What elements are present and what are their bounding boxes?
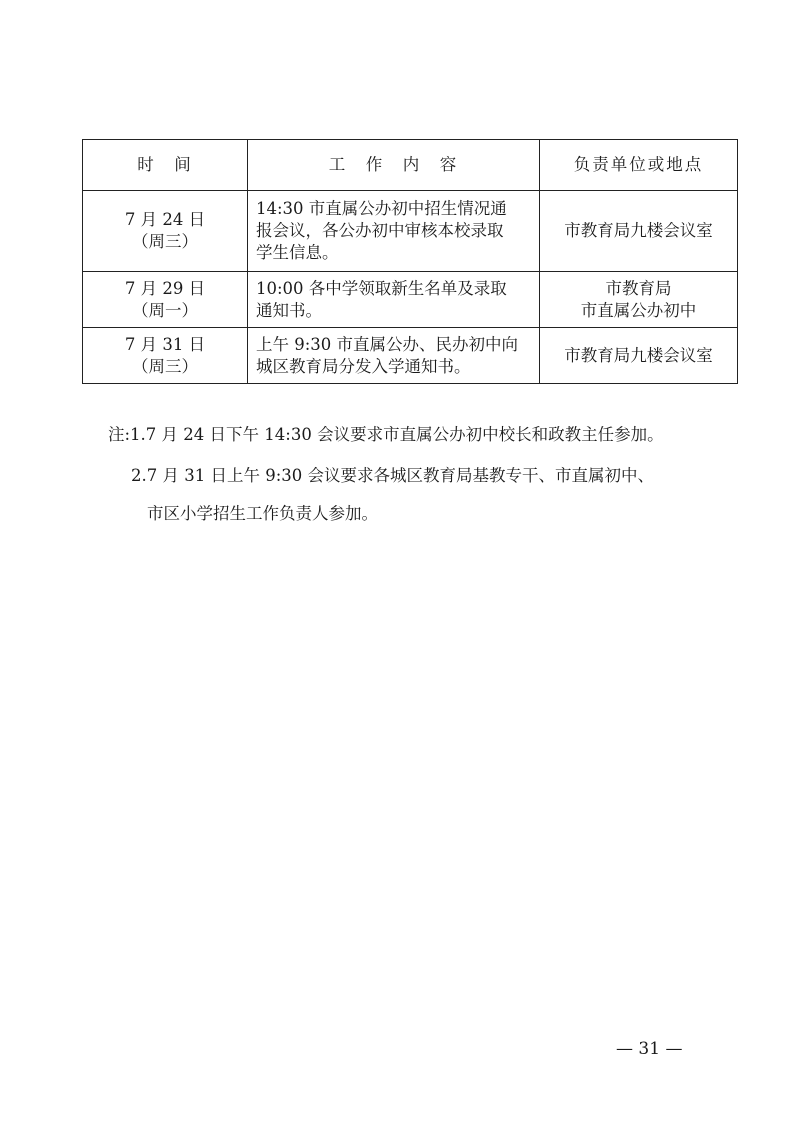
content-line: 学生信息。 xyxy=(256,243,339,262)
content-cell xyxy=(248,272,540,328)
weekday-text: （周三） xyxy=(132,356,198,376)
content-line: 上午 9:30 市直属公办、民办初中向 xyxy=(256,334,519,354)
content-cell xyxy=(248,328,540,384)
weekday-text: （周三） xyxy=(132,232,198,251)
content-line: 报会议，各公办初中审核本校录取 xyxy=(256,221,504,240)
place-cell xyxy=(540,191,738,272)
place-line: 市教育局 xyxy=(605,278,672,298)
place-line: 市教育局九楼会议室 xyxy=(564,345,713,365)
place-cell xyxy=(540,272,738,328)
place-line: 市直属公办初中 xyxy=(580,300,697,320)
content-cell xyxy=(248,191,540,272)
table-row xyxy=(83,191,738,272)
note-line: 注:1.7 月 24 日下午 14:30 会议要求市直属公办初中校长和政教主任参加。 xyxy=(108,425,664,444)
date-text: 7 月 31 日 xyxy=(124,334,206,354)
table-row xyxy=(83,272,738,328)
content-line: 14:30 市直属公办初中招生情况通 xyxy=(256,199,507,218)
place-line: 市教育局九楼会议室 xyxy=(564,221,713,240)
note-line: 市区小学招生工作负责人参加。 xyxy=(147,504,378,523)
time-cell xyxy=(83,191,248,272)
note-line: 2.7 月 31 日上午 9:30 会议要求各城区教育局基教专干、市直属初中、 xyxy=(131,466,655,485)
weekday-text: （周一） xyxy=(132,300,198,320)
header-time: 时 间 xyxy=(83,140,248,191)
header-content: 工 作 内 容 xyxy=(248,140,540,191)
date-text: 7 月 29 日 xyxy=(124,278,206,298)
place-cell xyxy=(540,328,738,384)
time-cell xyxy=(83,272,248,328)
time-cell xyxy=(83,328,248,384)
content-line: 10:00 各中学领取新生名单及录取 xyxy=(256,278,507,298)
page-number: — 31 — xyxy=(616,1039,683,1059)
table-row xyxy=(83,328,738,384)
schedule-table xyxy=(82,139,738,384)
table-header-row xyxy=(83,140,738,191)
header-place: 负责单位或地点 xyxy=(540,140,738,191)
content-line: 通知书。 xyxy=(256,300,322,320)
date-text: 7 月 24 日 xyxy=(124,210,206,229)
content-line: 城区教育局分发入学通知书。 xyxy=(256,356,471,376)
